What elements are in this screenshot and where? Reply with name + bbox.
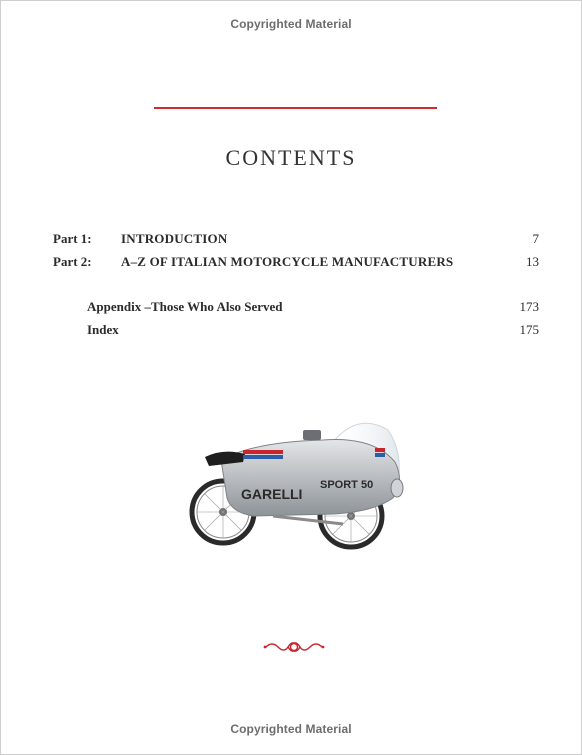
fairing-model-label: SPORT 50 — [320, 479, 374, 491]
contents-title: CONTENTS — [225, 145, 357, 170]
copyright-header: Copyrighted Material — [230, 17, 352, 31]
fairing-brand-label: GARELLI — [241, 486, 303, 502]
toc-part-label: Part 2: — [53, 254, 92, 269]
copyright-footer: Copyrighted Material — [230, 722, 352, 736]
toc-page-number[interactable]: 173 — [519, 299, 539, 314]
toc-index-title[interactable]: Index — [87, 322, 119, 337]
toc-part-label: Part 1: — [53, 231, 92, 246]
toc-page-number[interactable]: 175 — [519, 322, 539, 337]
decorative-ornament-icon — [262, 638, 326, 656]
decorative-rule — [154, 107, 437, 109]
toc-appendix-title[interactable]: Appendix –Those Who Also Served — [87, 299, 283, 314]
toc-page-number[interactable]: 7 — [532, 231, 539, 246]
toc-page-number[interactable]: 13 — [526, 254, 539, 269]
motorcycle-photo — [183, 412, 415, 554]
toc-part-title[interactable]: INTRODUCTION — [121, 231, 228, 246]
toc-part-title[interactable]: A–Z OF ITALIAN MOTORCYCLE MANUFACTURERS — [121, 254, 454, 269]
